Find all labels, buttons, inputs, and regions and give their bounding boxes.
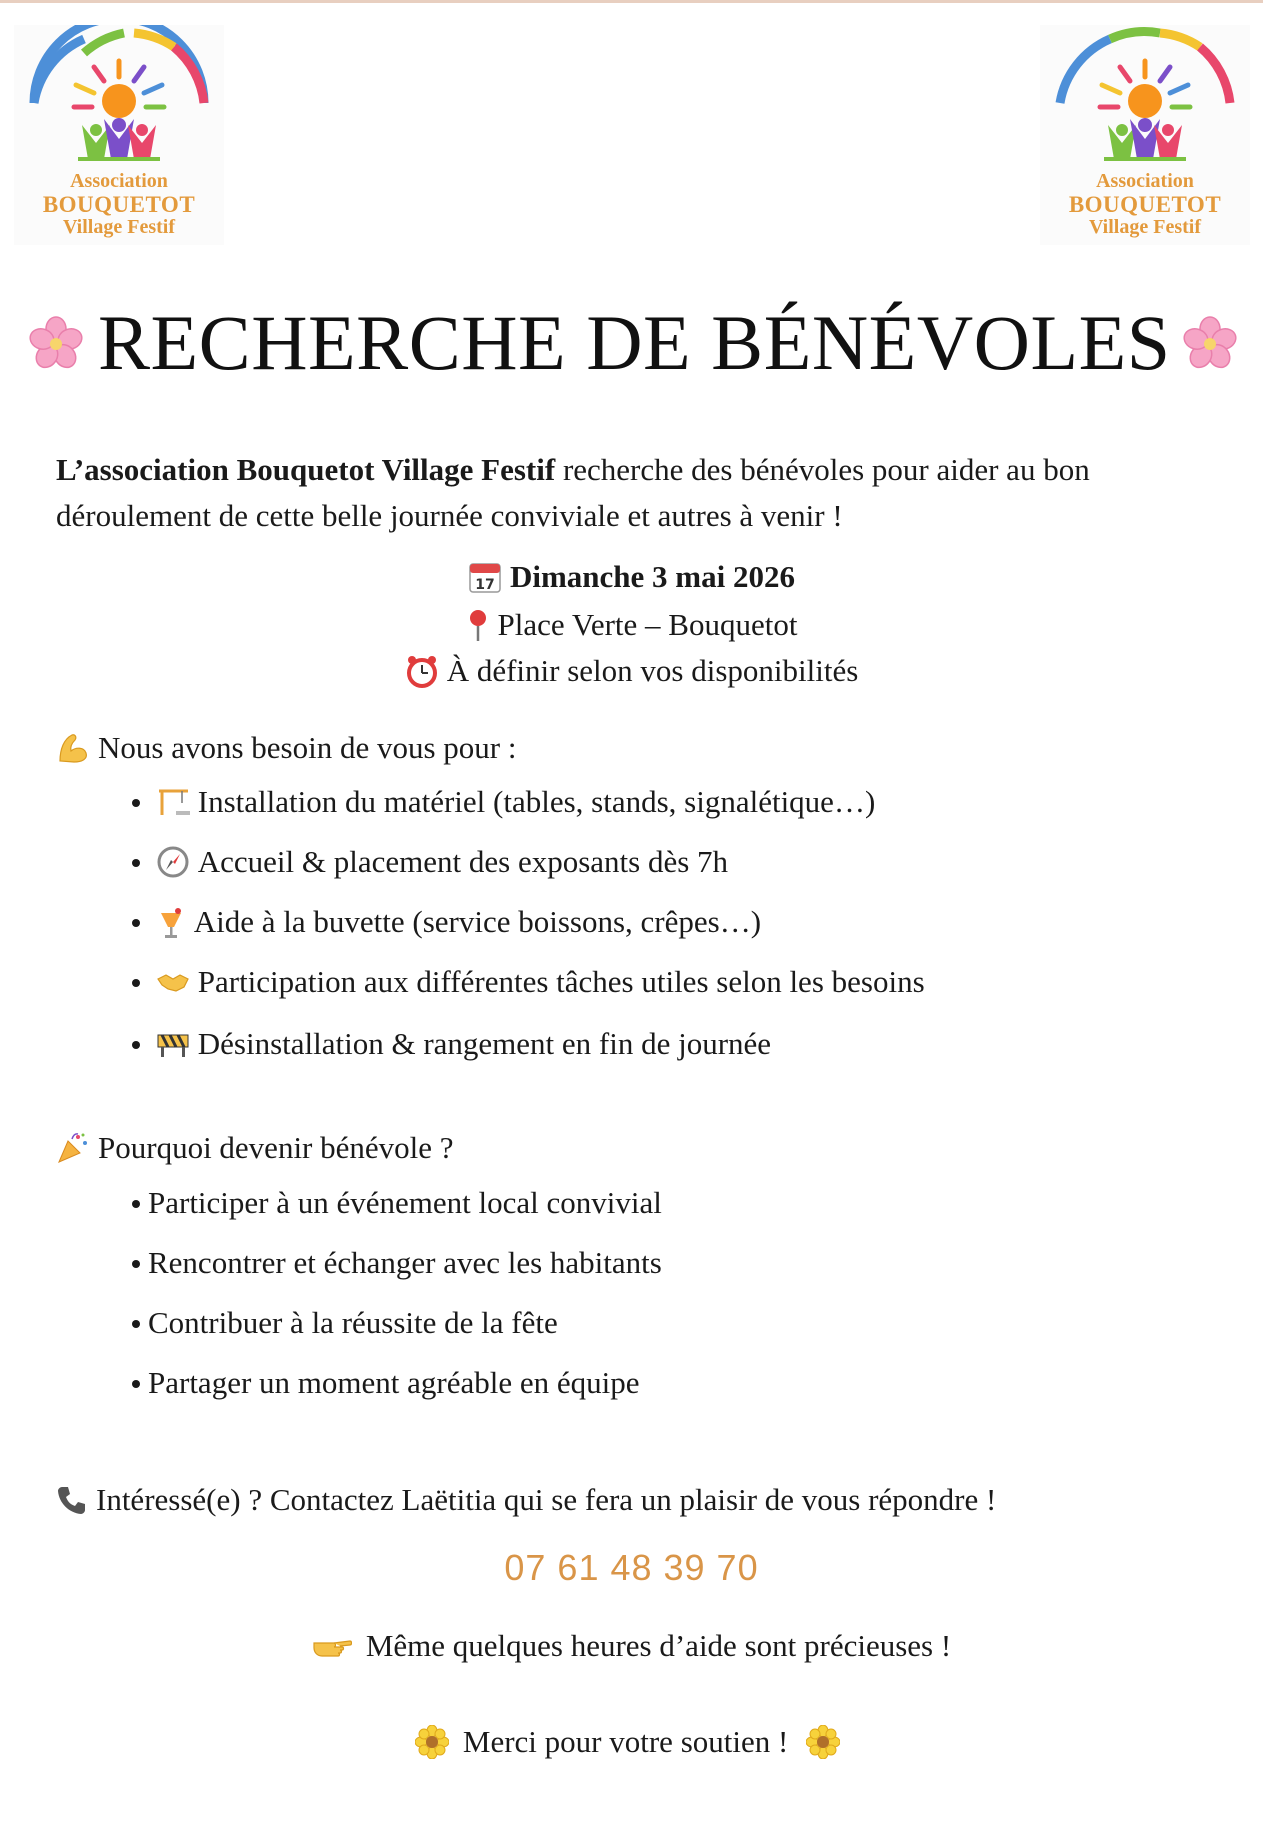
cherry-blossom-icon — [1182, 315, 1238, 371]
alarm-clock-icon — [405, 654, 439, 688]
needs-item — [132, 839, 728, 885]
event-place: Place Verte – Bouquetot — [497, 607, 798, 642]
bullet-dot — [132, 1200, 140, 1208]
flexed-biceps-icon — [56, 731, 90, 765]
closing-text-2: Merci pour votre soutien ! — [462, 1724, 789, 1759]
needs-item-text: Installation du matériel (tables, stands, signalétique…) — [197, 784, 876, 819]
sunflower-icon — [415, 1725, 449, 1759]
why-item — [132, 1240, 662, 1286]
logo-line-subtitle: Village Festif — [62, 216, 175, 238]
svg-text:17: 17 — [475, 576, 495, 593]
title-row — [0, 293, 1263, 393]
logo-line-name: BOUQUETOT — [1068, 192, 1222, 217]
logo-line-association: Association — [70, 170, 168, 192]
rainbow-sun-logo-icon — [14, 25, 224, 175]
bullet-dot — [132, 1320, 140, 1328]
telephone-icon — [56, 1484, 88, 1516]
cherry-blossom-icon — [28, 315, 84, 371]
why-item-text: Participer à un événement local convivial — [148, 1185, 662, 1220]
closing-line-1 — [0, 1623, 1263, 1669]
contact-line — [56, 1477, 996, 1523]
why-heading: Pourquoi devenir bénévole ? — [98, 1130, 454, 1165]
why-item — [132, 1300, 558, 1346]
intro-text: recherche des bénévoles pour aider au bon déroulement de cette belle journée conviviale et autres à venir ! — [56, 452, 1090, 533]
needs-item-text: Désinstallation & rangement en fin de journée — [197, 1026, 772, 1061]
why-item — [132, 1360, 640, 1406]
closing-line-2 — [0, 1719, 1263, 1765]
compass-icon — [156, 845, 190, 879]
bullet-dot — [132, 799, 140, 807]
event-date: Dimanche 3 mai 2026 — [509, 559, 795, 594]
pointing-hand-icon — [312, 1633, 352, 1659]
bullet-dot — [132, 1041, 140, 1049]
needs-item-text: Accueil & placement des exposants dès 7h — [197, 844, 729, 879]
calendar-icon — [468, 560, 502, 594]
bullet-dot — [132, 1380, 140, 1388]
contact-phone[interactable]: 07 61 48 39 70 — [504, 1547, 759, 1588]
why-item-text: Contribuer à la réussite de la fête — [148, 1305, 558, 1340]
construction-crane-icon — [156, 787, 190, 817]
logo-line-subtitle: Village Festif — [1088, 216, 1201, 238]
contact-text: Intéressé(e) ? Contactez Laëtitia qui se fera un plaisir de vous répondre ! — [96, 1482, 997, 1517]
bullet-dot — [132, 919, 140, 927]
sunflower-icon — [806, 1725, 840, 1759]
needs-item — [132, 1021, 771, 1067]
party-popper-icon — [56, 1131, 90, 1165]
construction-barrier-icon — [156, 1029, 190, 1059]
why-item-text: Rencontrer et échanger avec les habitants — [148, 1245, 662, 1280]
bullet-dot — [132, 859, 140, 867]
needs-heading: Nous avons besoin de vous pour : — [98, 730, 517, 765]
logo-line-name: BOUQUETOT — [42, 192, 196, 217]
closing-text-1: Même quelques heures d’aide sont précieuses ! — [365, 1628, 952, 1663]
page-title: RECHERCHE DE BÉNÉVOLES — [98, 299, 1171, 386]
needs-item — [132, 899, 761, 945]
why-item-text: Partager un moment agréable en équipe — [148, 1365, 640, 1400]
association-logo-left — [14, 25, 224, 245]
logo-line-association: Association — [1096, 170, 1194, 192]
bullet-dot — [132, 979, 140, 987]
bullet-dot — [132, 1260, 140, 1268]
rainbow-sun-logo-icon — [1040, 25, 1250, 175]
why-item — [132, 1180, 662, 1226]
needs-item-text: Participation aux différentes tâches utiles selon les besoins — [197, 964, 925, 999]
association-logo-right — [1040, 25, 1250, 245]
event-time-line — [0, 648, 1263, 694]
needs-item-text: Aide à la buvette (service boissons, crêpes…) — [193, 904, 762, 939]
tropical-drink-icon — [156, 905, 186, 939]
why-heading-line — [56, 1125, 454, 1171]
intro-paragraph — [56, 447, 1216, 539]
event-time: À définir selon vos disponibilités — [446, 653, 859, 688]
needs-heading-line — [56, 725, 516, 771]
handshake-icon — [156, 967, 190, 997]
intro-association-name: L’association Bouquetot Village Festif — [56, 452, 556, 487]
event-date-line — [0, 554, 1263, 600]
needs-item — [132, 779, 875, 825]
event-place-line — [0, 602, 1263, 648]
pin-icon — [466, 608, 490, 642]
needs-item — [132, 959, 925, 1005]
